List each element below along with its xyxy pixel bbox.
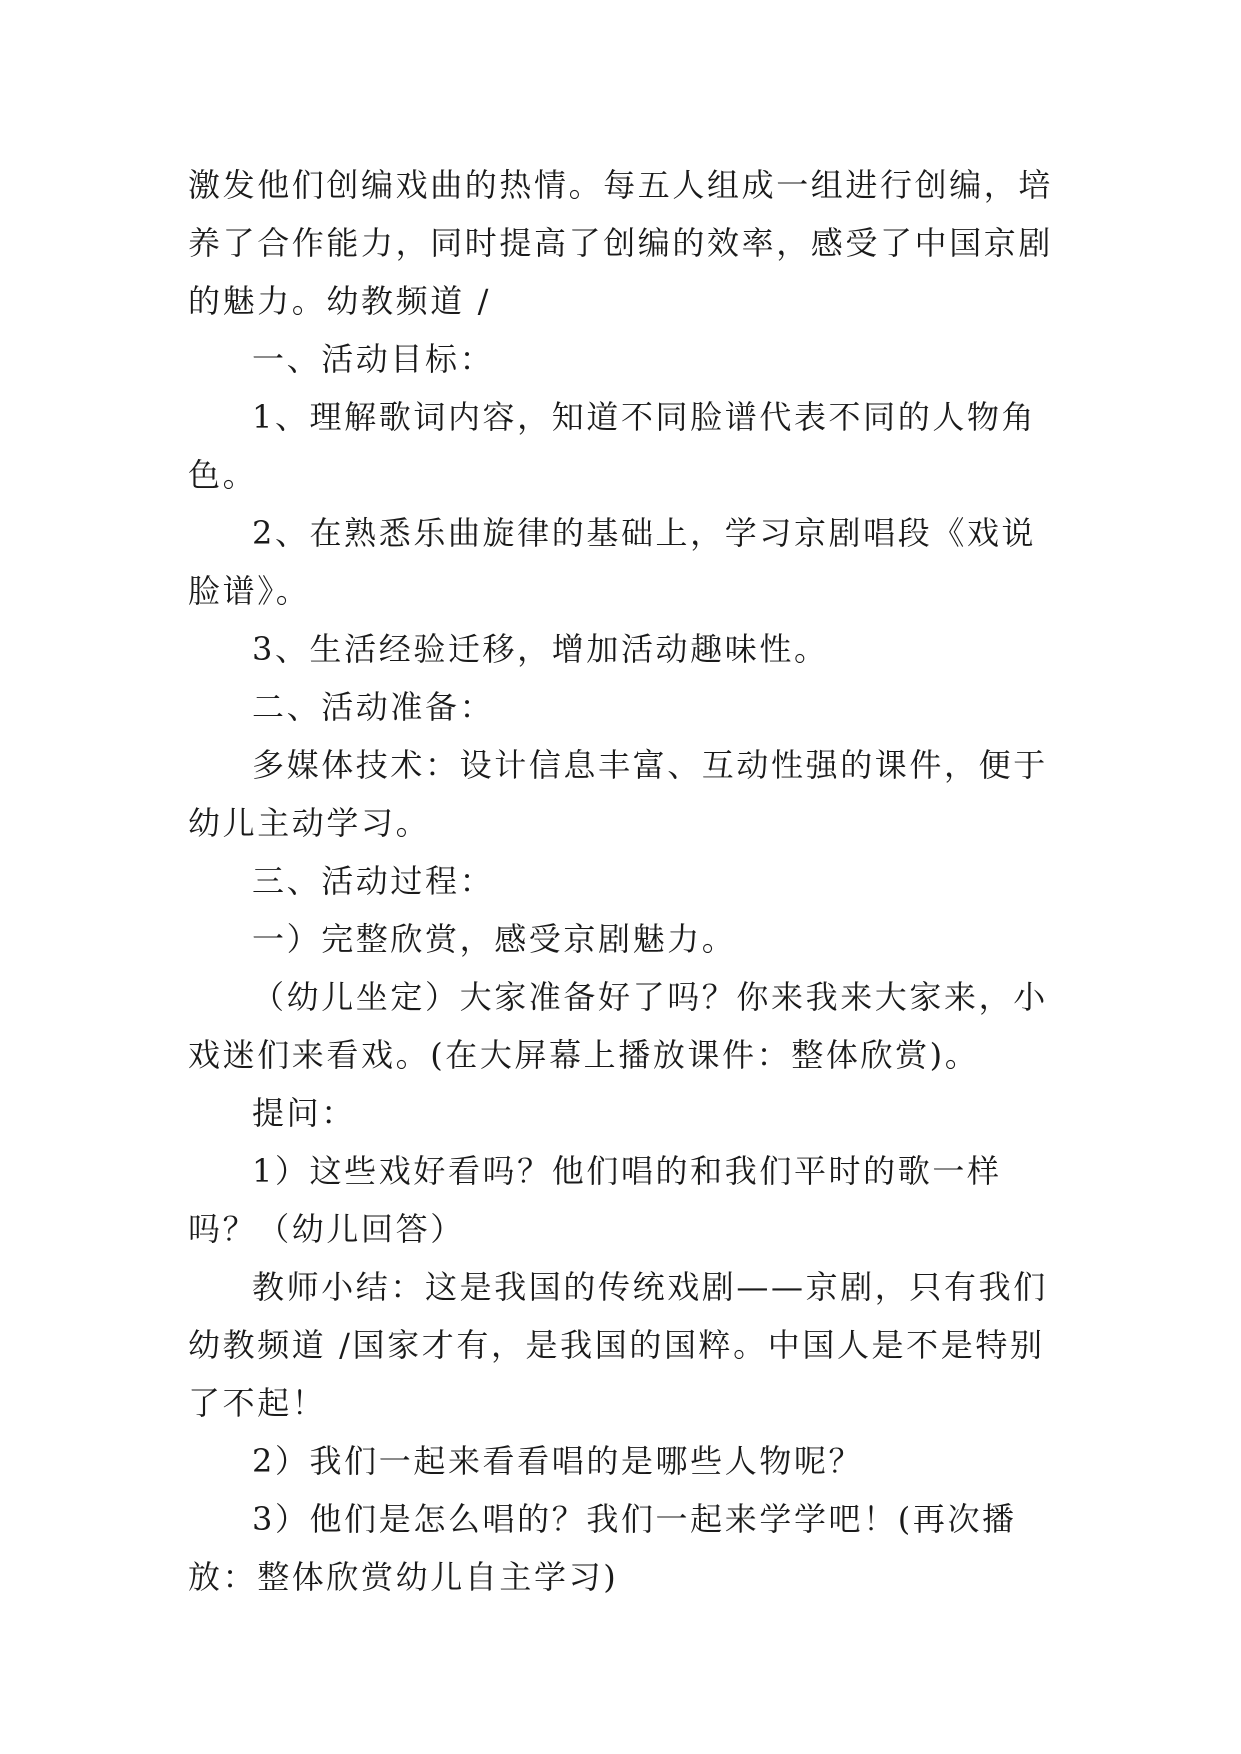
- heading-activity-preparation: 二、活动准备：: [252, 688, 495, 726]
- paragraph-intro: 激发他们创编戏曲的热情。每五人组成一组进行创编，培养了合作能力，同时提高了创编的效率，感受了中国京剧的魅力。幼教频道 /: [188, 166, 1054, 320]
- heading-activity-goals: 一、活动目标：: [252, 340, 495, 378]
- process-paragraph: （幼儿坐定）大家准备好了吗？你来我来大家来，小戏迷们来看戏。(在大屏幕上播放课件：整体欣赏)。: [188, 978, 1048, 1074]
- goal-item-3: 3、生活经验迁移，增加活动趣味性。: [252, 630, 829, 668]
- document-body: [188, 156, 1068, 1606]
- process-step-1: 一）完整欣赏，感受京剧魅力。: [252, 920, 737, 958]
- heading-activity-process: 三、活动过程：: [252, 862, 495, 900]
- question-3: 3）他们是怎么唱的？我们一起来学学吧！(再次播放：整体欣赏幼儿自主学习): [188, 1500, 1017, 1596]
- question-2: 2）我们一起来看看唱的是哪些人物呢？: [252, 1442, 864, 1480]
- preparation-text: 多媒体技术：设计信息丰富、互动性强的课件，便于幼儿主动学习。: [188, 746, 1048, 842]
- question-label: 提问：: [252, 1094, 356, 1132]
- question-1: 1）这些戏好看吗？他们唱的和我们平时的歌一样吗？（幼儿回答）: [188, 1152, 1002, 1248]
- goal-item-2: 2、在熟悉乐曲旋律的基础上，学习京剧唱段《戏说脸谱》。: [188, 514, 1037, 610]
- teacher-summary: 教师小结：这是我国的传统戏剧——京剧，只有我们幼教频道 /国家才有，是我国的国粹。中国人是不是特别了不起！: [188, 1268, 1048, 1422]
- goal-item-1: 1、理解歌词内容，知道不同脸谱代表不同的人物角色。: [188, 398, 1037, 494]
